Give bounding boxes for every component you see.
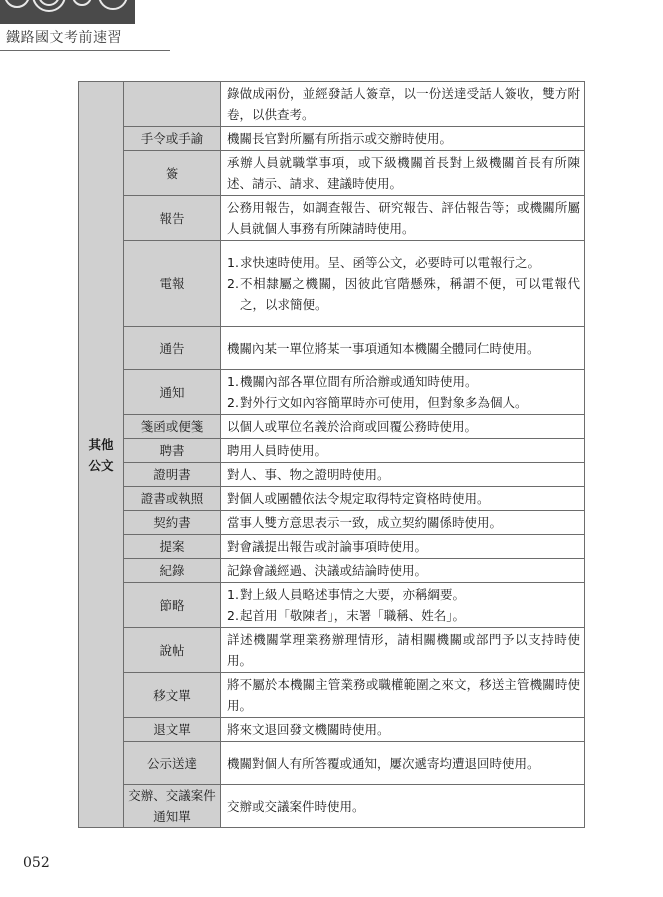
- doc-type-name: 契約書: [124, 511, 221, 535]
- table-row: [79, 628, 585, 673]
- doc-type-usage: 機關對個人有所答覆或通知，屢次遞寄均遭退回時使用。: [221, 742, 585, 785]
- table-row: [79, 151, 585, 196]
- doc-type-name: 手令或手諭: [124, 127, 221, 151]
- header-rule: [0, 50, 170, 51]
- doc-type-usage: 公務用報告，如調查報告、研究報告、評估報告等；或機關所屬人員就個人事務有所陳請時使用。: [221, 196, 585, 241]
- doc-type-name: 通告: [124, 327, 221, 370]
- doc-type-usage: 對個人或團體依法令規定取得特定資格時使用。: [221, 487, 585, 511]
- doc-type-usage: 詳述機關掌理業務辦理情形，請相關機關或部門予以支持時使用。: [221, 628, 585, 673]
- doc-type-name: 箋函或便箋: [124, 415, 221, 439]
- table-row: [79, 785, 585, 828]
- list-text: 起首用「敬陳者」，末署「職稱、姓名」。: [240, 608, 466, 623]
- usage-list-item: [227, 584, 580, 605]
- doc-type-name: 證書或執照: [124, 487, 221, 511]
- list-number: 1.: [227, 374, 239, 389]
- doc-type-usage: 對人、事、物之證明時使用。: [221, 463, 585, 487]
- table-row: [79, 370, 585, 415]
- doc-type-name: [124, 82, 221, 127]
- doc-type-usage: 機關長官對所屬有所指示或交辦時使用。: [221, 127, 585, 151]
- doc-type-name: 公示送達: [124, 742, 221, 785]
- doc-type-name: 提案: [124, 535, 221, 559]
- table-row: [79, 559, 585, 583]
- list-text: 對外行文如內容簡單時亦可使用，但對象多為個人。: [240, 395, 528, 410]
- list-text: 對上級人員略述事情之大要，亦稱綱要。: [240, 587, 466, 602]
- category-cell: [79, 82, 124, 828]
- list-text: 不相隸屬之機關，因彼此官階懸殊，稱謂不便，可以電報代之，以求簡便。: [240, 276, 580, 312]
- doc-type-usage: [221, 241, 585, 327]
- table-row: [79, 511, 585, 535]
- list-text: 求快速時使用。呈、函等公文，必要時可以電報行之。: [240, 255, 541, 270]
- doc-type-name: 電報: [124, 241, 221, 327]
- table-row: [79, 583, 585, 628]
- doc-type-usage: [221, 370, 585, 415]
- table-row: [79, 241, 585, 327]
- doc-type-name: 紀錄: [124, 559, 221, 583]
- doc-type-usage: 當事人雙方意思表示一致，成立契約關係時使用。: [221, 511, 585, 535]
- doc-type-usage: 錄做成兩份，並經發話人簽章，以一份送達受話人簽收，雙方附卷，以供查考。: [221, 82, 585, 127]
- table-row: [79, 463, 585, 487]
- list-text: 機關內部各單位間有所洽辦或通知時使用。: [240, 374, 478, 389]
- doc-type-name: 簽: [124, 151, 221, 196]
- category-label: 其他 公文: [88, 436, 114, 473]
- document-types-table: [78, 81, 585, 828]
- doc-type-usage: 將不屬於本機關主管業務或職權範圍之來文，移送主管機關時使用。: [221, 673, 585, 718]
- doc-type-name: 說帖: [124, 628, 221, 673]
- doc-type-usage: 機關內某一單位將某一事項通知本機關全體同仁時使用。: [221, 327, 585, 370]
- table-row: [79, 535, 585, 559]
- doc-type-name: 報告: [124, 196, 221, 241]
- list-number: 2.: [227, 276, 239, 291]
- doc-type-usage: 記錄會議經過、決議或結論時使用。: [221, 559, 585, 583]
- doc-type-usage: [221, 583, 585, 628]
- table-row: [79, 439, 585, 463]
- list-number: 1.: [227, 255, 239, 270]
- table-row: [79, 718, 585, 742]
- page-number: 052: [23, 855, 50, 871]
- usage-list-item: [227, 273, 580, 315]
- table-row: [79, 742, 585, 785]
- doc-type-name: 證明書: [124, 463, 221, 487]
- doc-type-name: 聘書: [124, 439, 221, 463]
- doc-type-usage: 將來文退回發文機關時使用。: [221, 718, 585, 742]
- table-row: [79, 327, 585, 370]
- table-row: [79, 127, 585, 151]
- doc-type-name: 節略: [124, 583, 221, 628]
- table-row: [79, 415, 585, 439]
- doc-type-usage: 以個人或單位名義於洽商或回覆公務時使用。: [221, 415, 585, 439]
- doc-type-usage: 聘用人員時使用。: [221, 439, 585, 463]
- list-number: 1.: [227, 587, 239, 602]
- book-title: 鐵路國文考前速習: [6, 30, 122, 46]
- header-decoration: [0, 0, 135, 24]
- doc-type-name: 退文單: [124, 718, 221, 742]
- usage-list-item: [227, 392, 580, 413]
- usage-list-item: [227, 371, 580, 392]
- doc-type-name: 通知: [124, 370, 221, 415]
- usage-list-item: [227, 605, 580, 626]
- usage-list-item: [227, 252, 580, 273]
- table-row: [79, 487, 585, 511]
- doc-type-name: 移文單: [124, 673, 221, 718]
- list-number: 2.: [227, 395, 239, 410]
- table-row: [79, 196, 585, 241]
- doc-type-usage: 交辦或交議案件時使用。: [221, 785, 585, 828]
- table-row: [79, 673, 585, 718]
- doc-type-usage: 承辦人員就職掌事項，或下級機關首長對上級機關首長有所陳述、請示、請求、建議時使用。: [221, 151, 585, 196]
- table-row: [79, 82, 585, 127]
- doc-type-usage: 對會議提出報告或討論事項時使用。: [221, 535, 585, 559]
- doc-type-name: 交辦、交議案件通知單: [124, 785, 221, 828]
- list-number: 2.: [227, 608, 239, 623]
